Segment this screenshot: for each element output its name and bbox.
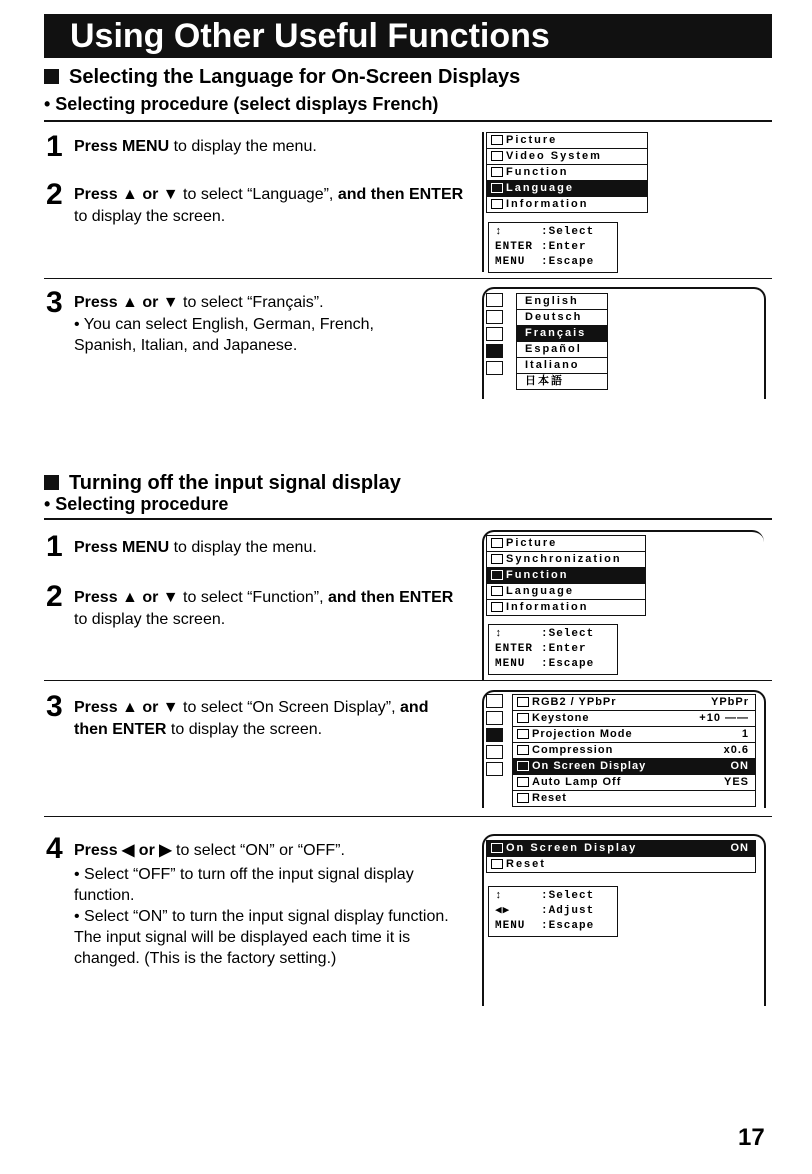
icon-column: [486, 694, 503, 776]
panel-border: [482, 132, 484, 272]
osd-legend: ↕ :Select ◀▶ :Adjust MENU :Escape: [488, 886, 618, 937]
osd-reset[interactable]: Reset: [487, 857, 755, 872]
s2-step3: Press ▲ or ▼ to select “On Screen Display”, and then ENTER to display the screen.: [74, 699, 429, 738]
information-icon: [486, 361, 503, 375]
step-number: 3: [46, 286, 63, 319]
lang-english[interactable]: English: [517, 294, 607, 310]
menu-item-video-system[interactable]: Video System: [487, 149, 647, 165]
video-icon: [491, 151, 503, 161]
picture-icon: [491, 538, 503, 548]
lang-francais[interactable]: Français: [517, 326, 607, 342]
sync-icon: [491, 554, 503, 564]
function-icon: [486, 728, 503, 742]
section2-title: Turning off the input signal display: [69, 472, 401, 494]
s2-step4-note2: • Select “ON” to turn the input signal display function. The input signal will be displayed each time it is changed. (This is the factory setting.): [74, 908, 449, 967]
menu-item-picture[interactable]: Picture: [487, 536, 645, 552]
lang-deutsch[interactable]: Deutsch: [517, 310, 607, 326]
language-icon: [486, 745, 503, 759]
input-icon: [517, 697, 529, 707]
menu-item-information[interactable]: Information: [487, 600, 645, 615]
step-number: 1: [46, 130, 63, 163]
step-number: 1: [46, 530, 63, 563]
s1-step2: Press ▲ or ▼ to select “Language”, and then ENTER to display the screen.: [74, 186, 464, 225]
square-bullet-icon: [44, 69, 59, 84]
fn-on-screen-display[interactable]: On Screen Display ON: [513, 759, 755, 775]
divider: [44, 816, 772, 817]
s1-step3: Press ▲ or ▼ to select “Français”.: [74, 294, 324, 311]
osd-legend: ↕ :Select ENTER :Enter MENU :Escape: [488, 624, 618, 675]
menu-item-function[interactable]: Function: [487, 165, 647, 181]
fn-compression[interactable]: Compression x0.6: [513, 743, 755, 759]
osd-language-menu: [516, 293, 608, 390]
step-number: 4: [46, 832, 63, 865]
osd-legend: ↕ :Select ENTER :Enter MENU :Escape: [488, 222, 618, 273]
menu-item-information[interactable]: Information: [487, 197, 647, 212]
video-icon: [486, 310, 503, 324]
fn-rgb2-ypbpr[interactable]: RGB2 / YPbPr YPbPr: [513, 695, 755, 711]
lamp-icon: [517, 777, 529, 787]
menu-item-synchronization[interactable]: Synchronization: [487, 552, 645, 568]
divider: [44, 278, 772, 279]
language-icon: [486, 344, 503, 358]
s2-step4-note1: • Select “OFF” to turn off the input signal display function.: [74, 866, 414, 904]
reset-icon: [491, 859, 503, 869]
fn-auto-lamp-off[interactable]: Auto Lamp Off YES: [513, 775, 755, 791]
section1-title: Selecting the Language for On-Screen Displays: [69, 66, 521, 88]
step-number: 2: [46, 178, 63, 211]
lang-espanol[interactable]: Español: [517, 342, 607, 358]
function-icon: [491, 570, 503, 580]
osd-main-menu: [486, 132, 648, 213]
osd-main-menu-2: [486, 535, 646, 616]
menu-item-picture[interactable]: Picture: [487, 133, 647, 149]
fn-projection-mode[interactable]: Projection Mode 1: [513, 727, 755, 743]
reset-icon: [517, 793, 529, 803]
information-icon: [486, 762, 503, 776]
s1-step3-note: • You can select English, German, French, Spanish, Italian, and Japanese.: [74, 316, 374, 354]
osd-icon: [517, 761, 529, 771]
divider: [44, 120, 772, 122]
section1-subtitle: • Selecting procedure (select displays French): [44, 94, 439, 114]
step-number: 2: [46, 580, 63, 613]
keystone-icon: [517, 713, 529, 723]
section2-heading: [44, 472, 401, 495]
projection-icon: [517, 729, 529, 739]
picture-icon: [486, 293, 503, 307]
step-number: 3: [46, 690, 63, 723]
lang-italiano[interactable]: Italiano: [517, 358, 607, 374]
s2-step4: Press ◀ or ▶ to select “ON” or “OFF”.: [74, 842, 345, 859]
language-icon: [491, 586, 503, 596]
square-bullet-icon: [44, 475, 59, 490]
picture-icon: [491, 135, 503, 145]
s2-step2: Press ▲ or ▼ to select “Function”, and then ENTER to display the screen.: [74, 589, 454, 628]
fn-keystone[interactable]: Keystone +10 ——: [513, 711, 755, 727]
section1-heading: [44, 66, 520, 89]
sync-icon: [486, 711, 503, 725]
function-icon: [486, 327, 503, 341]
language-icon: [491, 183, 503, 193]
osd-icon: [491, 843, 503, 853]
page-title: Using Other Useful Functions: [44, 14, 772, 58]
information-icon: [491, 199, 503, 209]
osd-display-menu: [486, 840, 756, 873]
fn-reset[interactable]: Reset: [513, 791, 755, 806]
divider: [44, 680, 772, 681]
menu-item-language[interactable]: Language: [487, 181, 647, 197]
divider: [44, 518, 772, 520]
lang-japanese[interactable]: 日本語: [525, 375, 564, 387]
function-icon: [491, 167, 503, 177]
s1-step1: Press MENU to display the menu.: [74, 138, 317, 155]
icon-column: [486, 293, 503, 375]
compression-icon: [517, 745, 529, 755]
osd-function-menu: [512, 694, 756, 807]
osd-on-screen-display[interactable]: On Screen Display ON: [487, 841, 755, 857]
page-number: 17: [738, 1124, 765, 1151]
section2-subtitle: • Selecting procedure: [44, 494, 229, 514]
menu-item-language[interactable]: Language: [487, 584, 645, 600]
menu-item-function[interactable]: Function: [487, 568, 645, 584]
s2-step1: Press MENU to display the menu.: [74, 539, 317, 556]
picture-icon: [486, 694, 503, 708]
information-icon: [491, 602, 503, 612]
